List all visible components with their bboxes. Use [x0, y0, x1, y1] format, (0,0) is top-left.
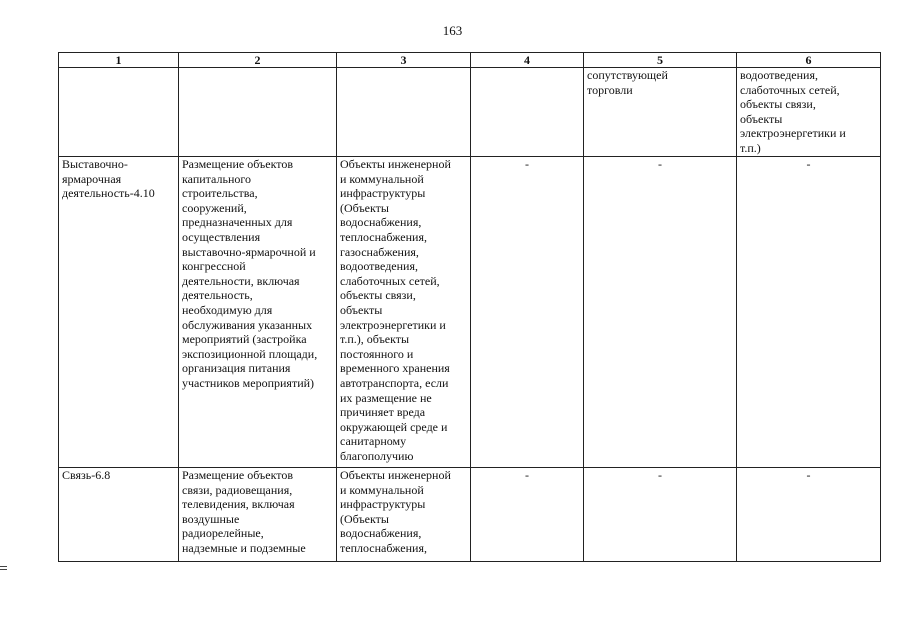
cell-text: Объекты инженерной и коммунальной инфраструктуры (Объекты водоснабжения, теплоснабжения, газоснабжения, водоотведения, слаботочных сетей, объекты связи, объекты электроэнергетики и т.п.), объекты постоянного и временного хранения автотранспорта, если их размещение не причиняет вреда окружающей среде и санитарному благополучию: [340, 157, 451, 463]
table-cell: [337, 157, 471, 468]
table-cell: [59, 68, 179, 157]
table-cell: [337, 468, 471, 562]
table-cell: [584, 68, 737, 157]
table-cell: [584, 468, 737, 562]
cell-text: Связь-6.8: [62, 468, 111, 482]
table-cell: [471, 157, 584, 468]
table-cell: [179, 157, 337, 468]
column-header-6: 6: [737, 53, 881, 68]
table-cell: [737, 68, 881, 157]
table-cell: [471, 68, 584, 157]
table-row-communications: [59, 468, 881, 562]
table-cell: [737, 157, 881, 468]
column-header-2: 2: [179, 53, 337, 68]
table-cell: [179, 468, 337, 562]
cell-text: водоотведения, слаботочных сетей, объекты связи, объекты электроэнергетики и т.п.): [740, 68, 846, 155]
table-row-exhibition: [59, 157, 881, 468]
land-use-table: [58, 52, 881, 562]
column-header-1: 1: [59, 53, 179, 68]
page-number: 163: [442, 23, 463, 38]
cell-text: Объекты инженерной и коммунальной инфраструктуры (Объекты водоснабжения, теплоснабжения,: [340, 468, 451, 555]
cell-text: -: [806, 157, 811, 171]
cell-text: Размещение объектов связи, радиовещания, телевидения, включая воздушные радиорелейные, надземные и подземные: [182, 468, 306, 555]
cell-text: -: [658, 468, 662, 482]
table-row-continuation: [59, 68, 881, 157]
table-cell: [59, 157, 179, 468]
scan-edge-mark: [0, 566, 7, 570]
header-row: [59, 53, 881, 68]
table-cell: [737, 468, 881, 562]
column-header-5: 5: [584, 53, 737, 68]
cell-text: -: [806, 468, 811, 482]
column-header-4: 4: [471, 53, 584, 68]
cell-text: -: [658, 157, 662, 171]
cell-text: -: [525, 157, 529, 171]
cell-text: -: [525, 468, 529, 482]
table-cell: [337, 68, 471, 157]
column-header-3: 3: [337, 53, 471, 68]
table-cell: [471, 468, 584, 562]
cell-text: Размещение объектов капитального строительства, сооружений, предназначенных для осуществления выставочно-ярмарочной и конгрессной деятельности, включая деятельность, необходимую для обслуживания указанных мероприятий (застройка экспозиционной площади, организация питания участников мероприятий): [182, 157, 318, 390]
table-cell: [179, 68, 337, 157]
cell-text: Выставочно- ярмарочная деятельность-4.10: [62, 157, 155, 201]
table-cell: [584, 157, 737, 468]
table-cell: [59, 468, 179, 562]
cell-text: сопутствующей торговли: [587, 68, 668, 97]
